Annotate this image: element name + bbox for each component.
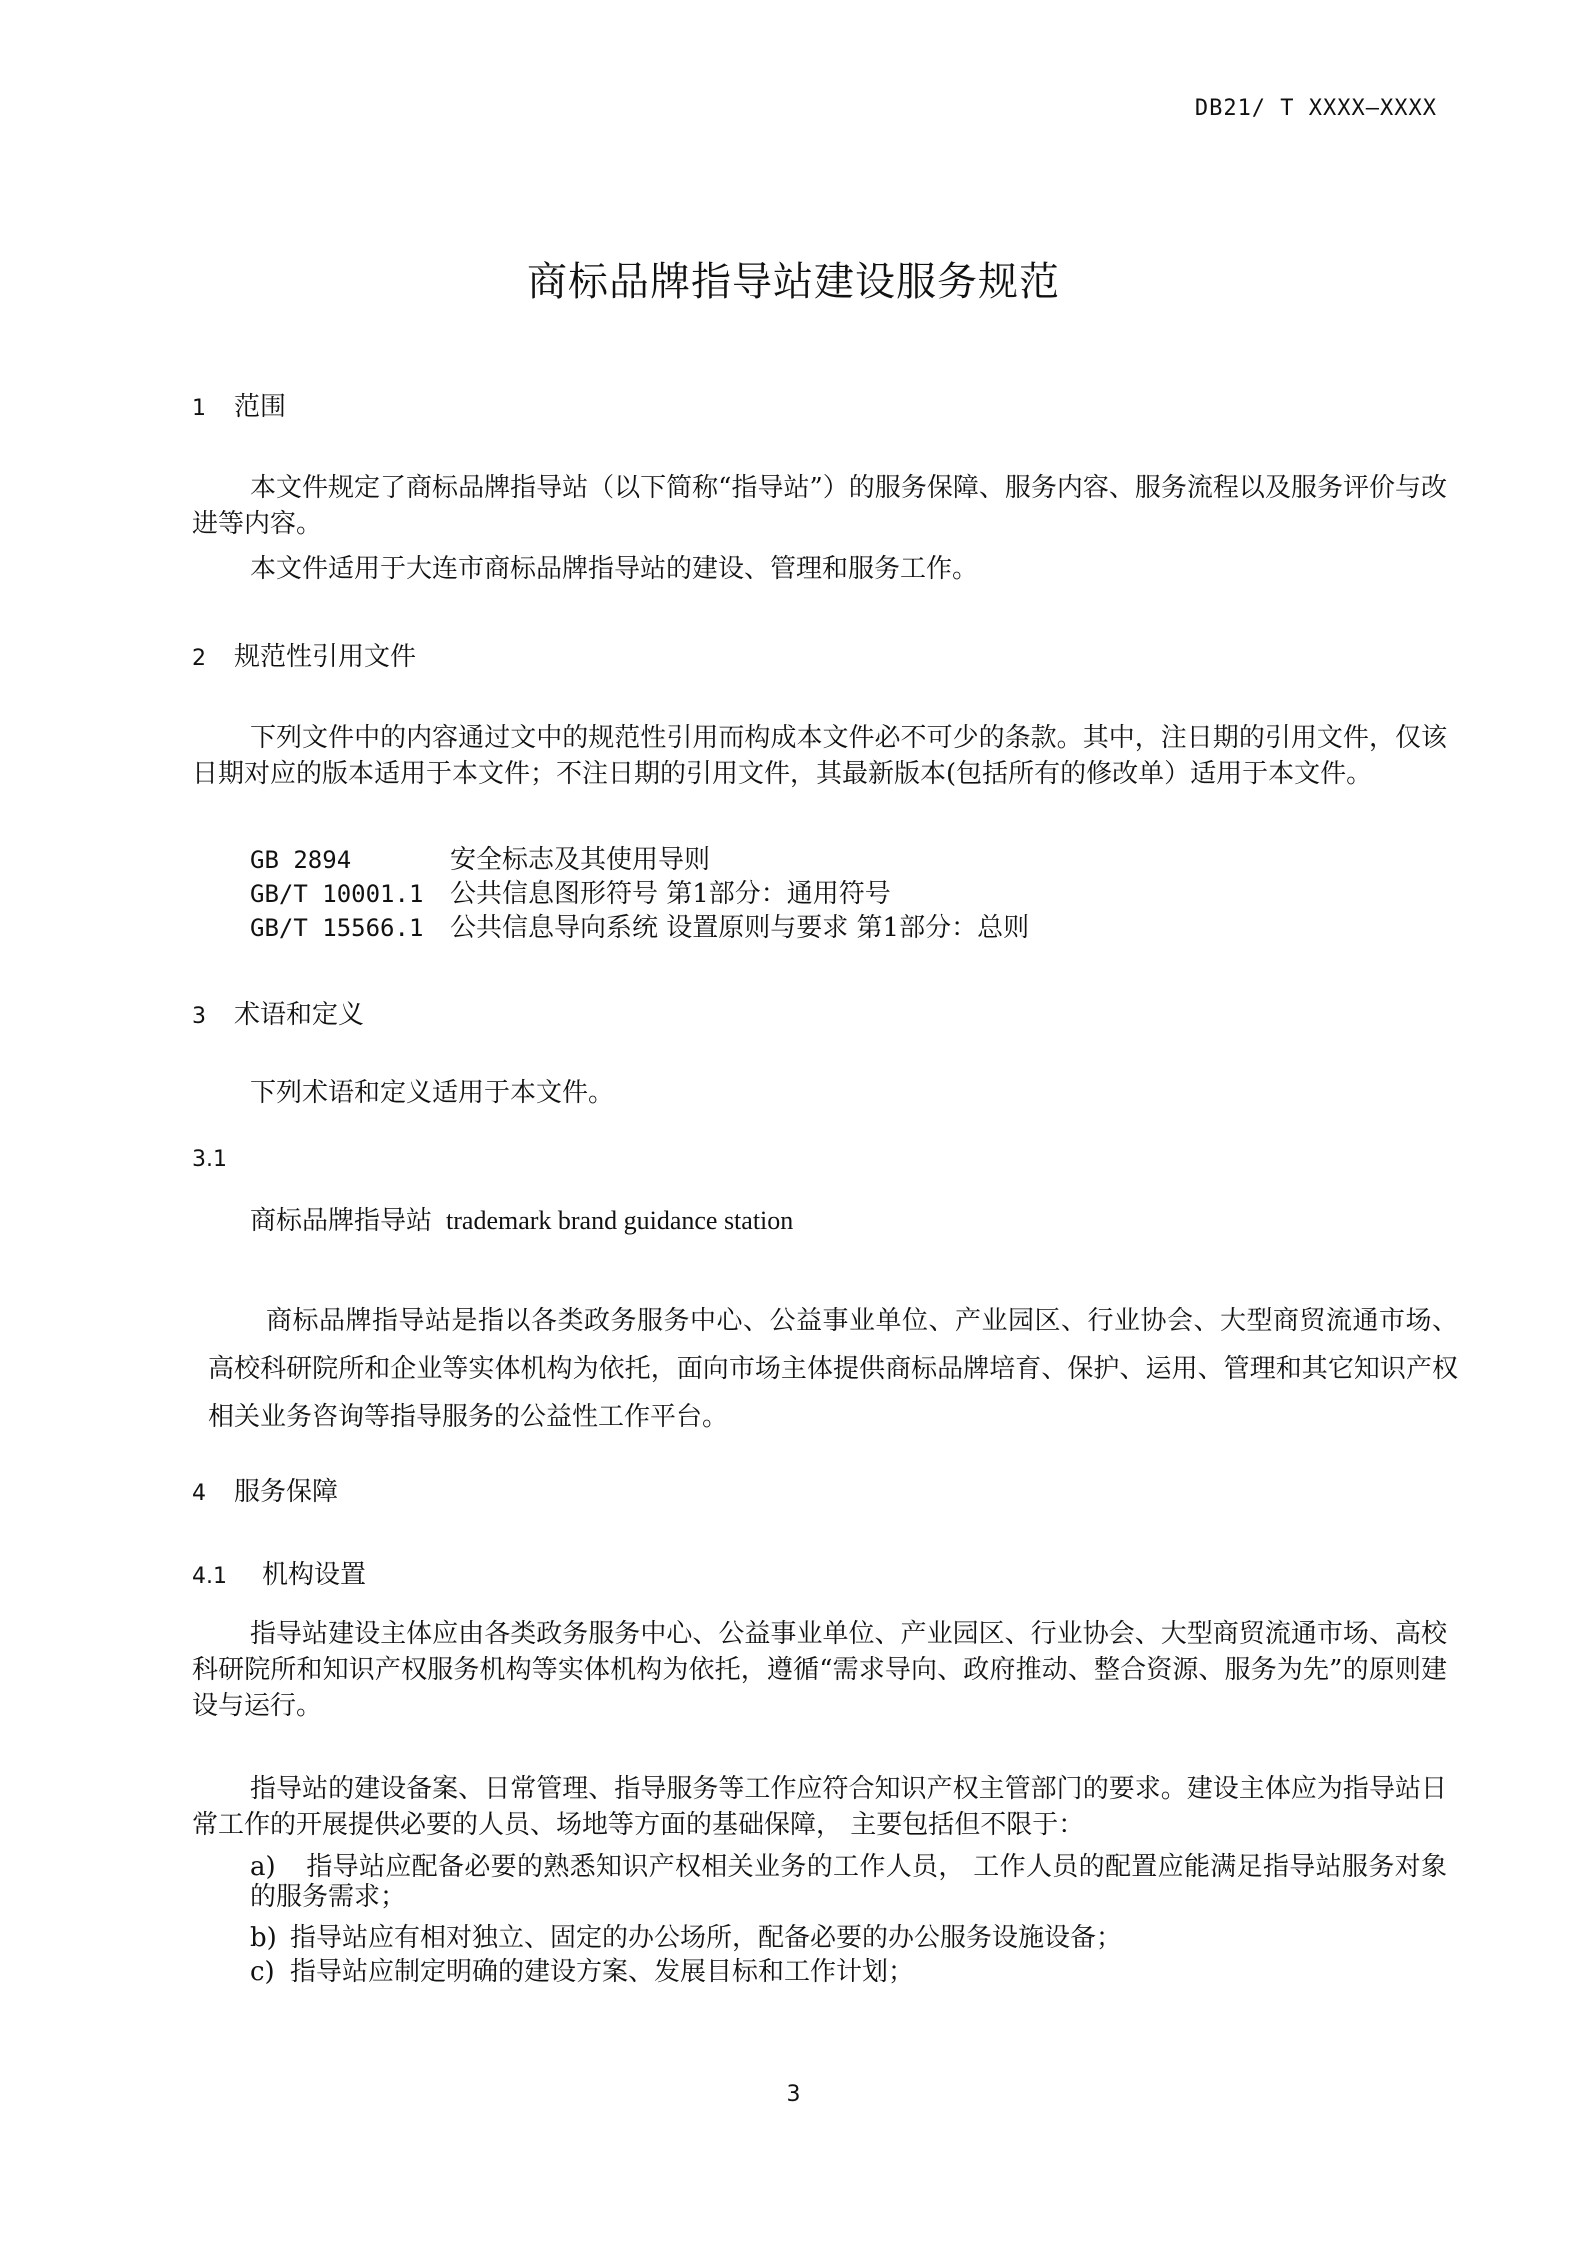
section-heading-4 (192, 1471, 338, 1508)
section-heading-1 (192, 386, 286, 423)
reference-code: GB/T 10001.1 (250, 880, 424, 908)
reference-title: 安全标志及其使用导则 (450, 845, 711, 875)
term-chinese: 商标品牌指导站 (250, 1206, 433, 1236)
page-number: 3 (786, 2082, 801, 2107)
section-heading-2 (192, 636, 416, 673)
subsection-number: 4.1 (192, 1564, 227, 1589)
subsection-title: 机构设置 (262, 1560, 367, 1590)
list-text: 指导站应有相对独立、固定的办公场所，配备必要的办公服务设施设备； (290, 1923, 1123, 1953)
term-number: 3.1 (192, 1147, 227, 1172)
term-english: trademark brand guidance station (446, 1206, 794, 1235)
reference-item (250, 877, 891, 911)
paragraph: 指导站建设主体应由各类政务服务中心、公益事业单位、产业园区、行业协会、大型商贸流通市场、高校科研院所和知识产权服务机构等实体机构为依托，遵循“需求导向、政府推动、整合资源、服务为先”的原则建设与运行。 (192, 1619, 1447, 1721)
section-heading-3 (192, 994, 364, 1031)
reference-code: GB 2894 (250, 846, 352, 874)
paragraph: 下列术语和定义适用于本文件。 (250, 1078, 615, 1108)
term-entry (250, 1204, 793, 1238)
reference-code: GB/T 15566.1 (250, 914, 424, 942)
paragraph: 本文件规定了商标品牌指导站（以下简称“指导站”）的服务保障、服务内容、服务流程以及服务评价与改进等内容。 (192, 473, 1447, 539)
list-text: 指导站应配备必要的熟悉知识产权相关业务的工作人员， 工作人员的配置应能满足指导站服务对象的服务需求； (250, 1852, 1447, 1912)
paragraph: 指导站的建设备案、日常管理、指导服务等工作应符合知识产权主管部门的要求。建设主体应为指导站日常工作的开展提供必要的人员、场地等方面的基础保障， 主要包括但不限于： (192, 1774, 1447, 1840)
reference-title: 公共信息图形符号 第1部分：通用符号 (450, 879, 891, 909)
term-definition: 商标品牌指导站是指以各类政务服务中心、公益事业单位、产业园区、行业协会、大型商贸流通市场、高校科研院所和企业等实体机构为依托，面向市场主体提供商标品牌培育、保护、运用、管理和其它知识产权相关业务咨询等指导服务的公益性工作平台。 (208, 1306, 1458, 1432)
list-item (250, 1921, 1122, 1955)
section-title: 范围 (234, 392, 287, 422)
section-title: 规范性引用文件 (234, 642, 417, 672)
paragraph: 下列文件中的内容通过文中的规范性引用而构成本文件必不可少的条款。其中，注日期的引用文件，仅该日期对应的版本适用于本文件；不注日期的引用文件，其最新版本(包括所有的修改单）适用于本文件。 (192, 723, 1447, 789)
list-label: c) (250, 1957, 275, 1987)
reference-title: 公共信息导向系统 设置原则与要求 第1部分：总则 (450, 913, 1030, 943)
list-item (250, 1852, 1447, 1912)
reference-item (250, 911, 1029, 945)
subsection-heading-4-1 (192, 1554, 366, 1591)
list-text: 指导站应制定明确的建设方案、发展目标和工作计划； (290, 1957, 915, 1987)
section-title: 服务保障 (234, 1477, 339, 1507)
list-item (250, 1955, 914, 1989)
section-number: 3 (192, 1004, 206, 1029)
list-label: b) (250, 1923, 277, 1953)
section-number: 4 (192, 1481, 206, 1506)
section-number: 2 (192, 646, 206, 671)
paragraph: 本文件适用于大连市商标品牌指导站的建设、管理和服务工作。 (250, 554, 979, 584)
section-title: 术语和定义 (234, 1000, 365, 1030)
list-label: a) (250, 1852, 276, 1882)
section-number: 1 (192, 396, 206, 421)
page-title: 商标品牌指导站建设服务规范 (527, 259, 1060, 305)
reference-item (250, 843, 710, 877)
standard-code: DB21/ T XXXX—XXXX (1194, 96, 1437, 121)
